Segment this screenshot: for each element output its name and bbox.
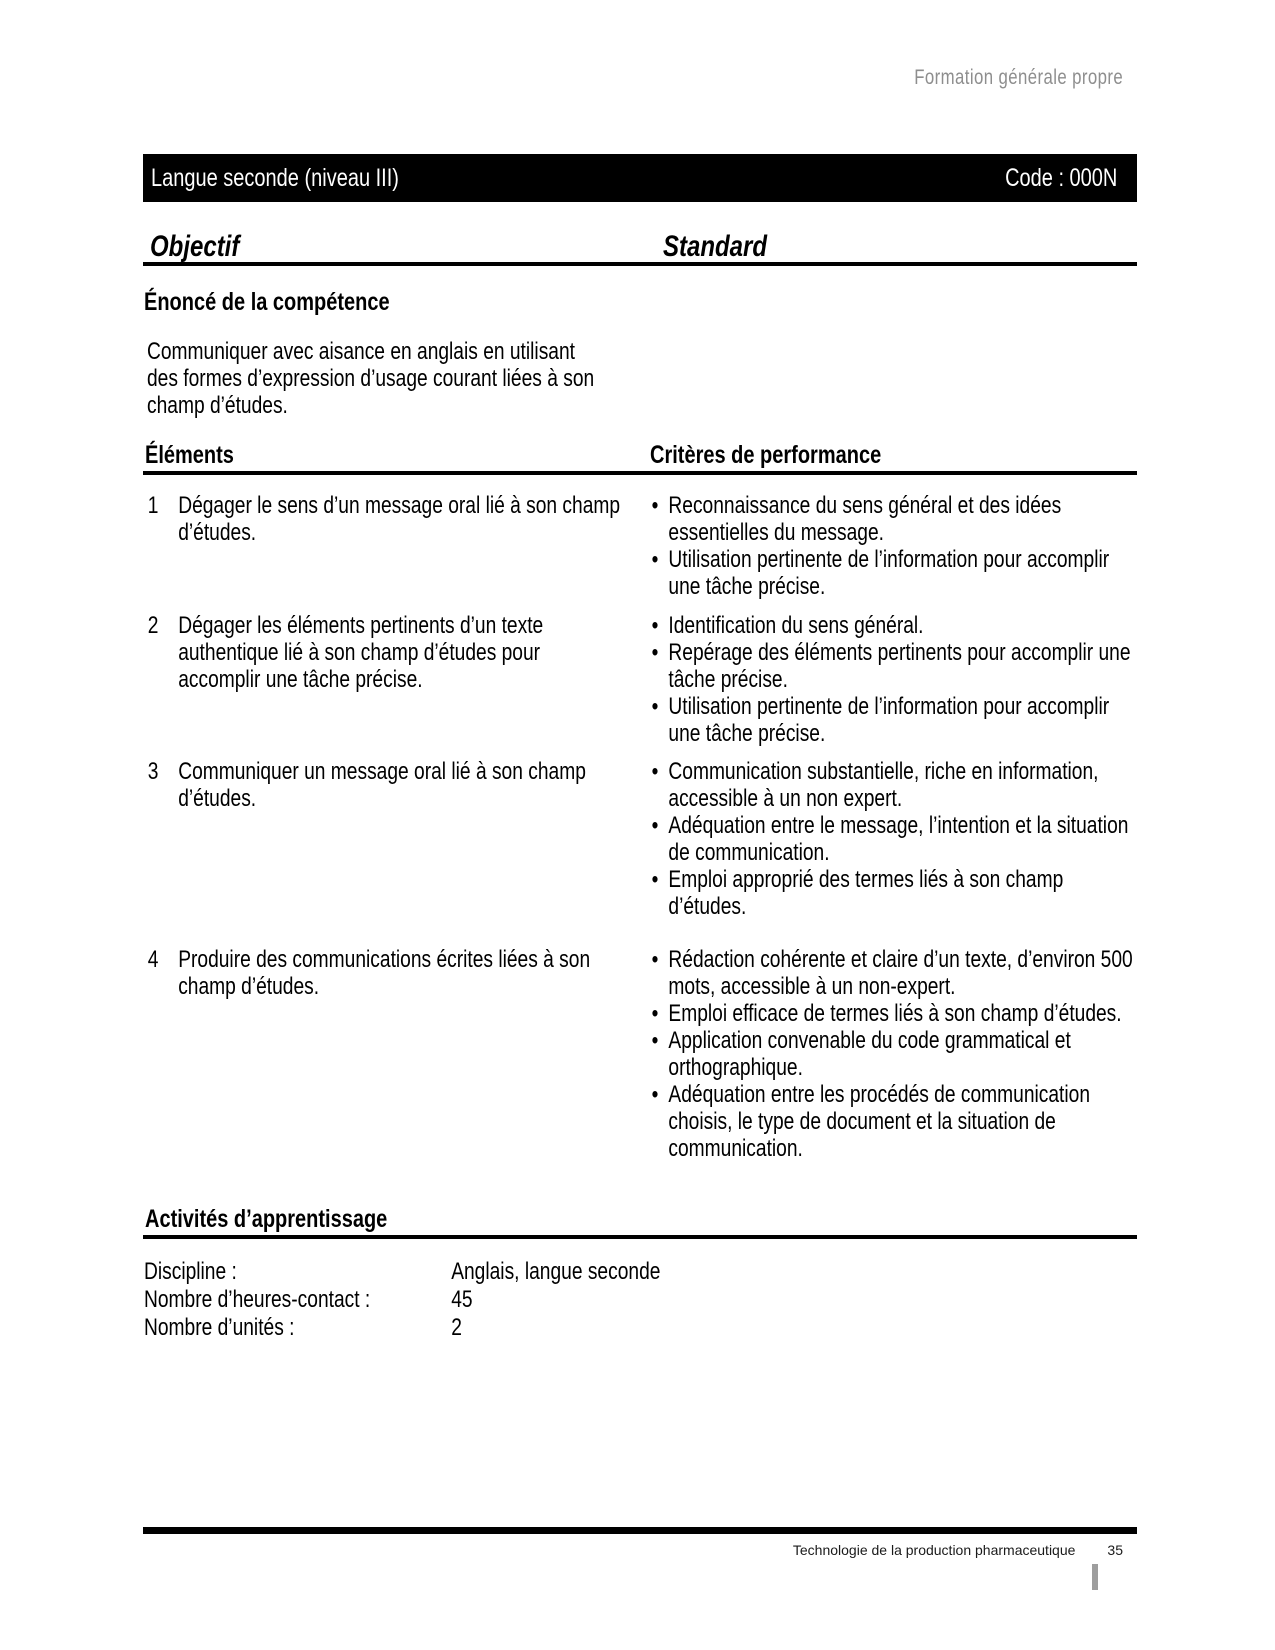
criteria-cell-1 <box>650 492 1137 600</box>
criterion-item: • Rédaction cohérente et claire d’un texte, d’environ 500 mots, accessible à un non-expert. <box>650 946 1137 1000</box>
criteria-cell-2 <box>650 612 1137 747</box>
footer-program-name: Technologie de la production pharmaceutique <box>792 1542 1076 1558</box>
activities-header-row <box>143 1204 1137 1239</box>
section-header-row <box>143 228 1137 266</box>
running-header-text: Formation générale propre <box>914 66 1123 89</box>
criterion-item: • Adéquation entre le message, l’intention et la situation de communication. <box>650 812 1137 866</box>
element-cell-2 <box>143 612 643 693</box>
info-value: 2 <box>451 1314 462 1341</box>
competency-heading <box>144 288 451 317</box>
criterion-item: • Emploi efficace de termes liés à son champ d’études. <box>650 1000 1137 1027</box>
element-cell-4 <box>143 946 643 1000</box>
element-cell-1 <box>143 492 643 546</box>
criteria-list <box>650 492 1137 600</box>
element-number: 1 <box>147 492 159 519</box>
course-title-bar <box>143 154 1137 202</box>
criterion-item: • Reconnaissance du sens général et des idées essentielles du message. <box>650 492 1137 546</box>
element-number: 3 <box>147 758 159 785</box>
activities-details <box>144 1258 1275 1342</box>
running-header <box>862 66 1123 90</box>
element-text: Produire des communications écrites liées à son champ d’études. <box>178 946 591 1000</box>
standard-heading: Standard <box>663 230 768 263</box>
competency-heading-text: Énoncé de la compétence <box>144 288 390 316</box>
elements-criteria-header-row <box>143 440 1137 475</box>
info-value: 45 <box>451 1286 473 1313</box>
element-text: Communiquer un message oral lié à son champ d’études. <box>178 758 586 812</box>
info-row-hours <box>144 1286 1064 1314</box>
info-value: Anglais, langue seconde <box>451 1258 661 1285</box>
element-cell-3 <box>143 758 643 812</box>
course-code: Code : 000N <box>1004 163 1117 192</box>
criteria-list <box>650 758 1137 920</box>
criteria-list <box>650 612 1137 747</box>
criterion-item: • Emploi approprié des termes liés à son champ d’études. <box>650 866 1137 920</box>
competency-statement-text: Communiquer avec aisance en anglais en utilisant des formes d’expression d’usage courant liées à son champ d’études. <box>147 338 595 419</box>
competency-statement <box>147 338 607 419</box>
info-row-discipline <box>144 1258 1064 1286</box>
footer-accent-bar <box>1092 1564 1098 1590</box>
criterion-item: • Utilisation pertinente de l’information pour accomplir une tâche précise. <box>650 693 1137 747</box>
criterion-item: • Utilisation pertinente de l’information pour accomplir une tâche précise. <box>650 546 1137 600</box>
criterion-item: • Identification du sens général. <box>650 612 1137 639</box>
criterion-item: • Application convenable du code grammatical et orthographique. <box>650 1027 1137 1081</box>
criteria-header: Critères de performance <box>650 441 882 469</box>
objectif-heading: Objectif <box>150 230 240 263</box>
course-title: Langue seconde (niveau III) <box>151 163 399 192</box>
element-number: 4 <box>147 946 159 973</box>
activities-heading: Activités d’apprentissage <box>145 1205 388 1233</box>
page-footer <box>793 1542 1123 1558</box>
info-row-units <box>144 1314 1064 1342</box>
criterion-item: • Repérage des éléments pertinents pour accomplir une tâche précise. <box>650 639 1137 693</box>
page-number: 35 <box>1107 1542 1123 1558</box>
criterion-item: • Communication substantielle, riche en information, accessible à un non expert. <box>650 758 1137 812</box>
element-text: Dégager les éléments pertinents d’un texte authentique lié à son champ d’études pour accomplir une tâche précise. <box>178 612 544 693</box>
footer-rule <box>143 1527 1137 1534</box>
criteria-cell-4 <box>650 946 1137 1162</box>
info-label: Nombre d’heures-contact : <box>144 1286 371 1313</box>
info-label: Discipline : <box>144 1258 237 1285</box>
info-label: Nombre d’unités : <box>144 1314 295 1341</box>
criteria-cell-3 <box>650 758 1137 920</box>
elements-header: Éléments <box>145 441 234 469</box>
element-number: 2 <box>147 612 159 639</box>
criteria-list <box>650 946 1137 1162</box>
criterion-item: • Adéquation entre les procédés de communication choisis, le type de document et la situation de communication. <box>650 1081 1137 1162</box>
element-text: Dégager le sens d’un message oral lié à son champ d’études. <box>178 492 621 546</box>
